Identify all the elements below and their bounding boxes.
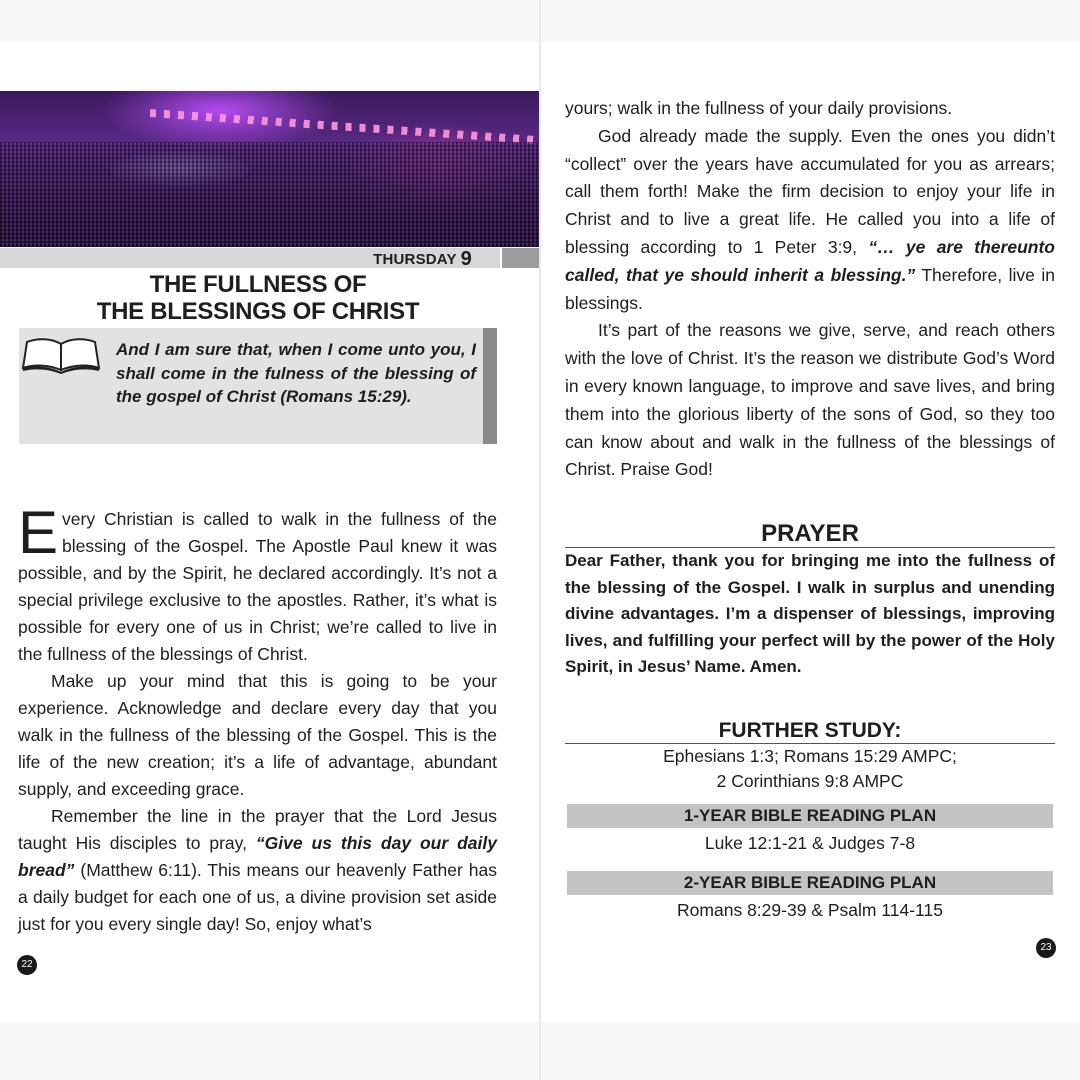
paragraph-3-end: (Matthew 6:11). This means our heavenly Father has a daily budget for each one of us, a divine provision set aside just for you every single day! So, enjoy what’s	[18, 860, 497, 934]
right-page	[541, 0, 1080, 1080]
two-year-plan-text: Romans 8:29-39 & Psalm 114-115	[677, 900, 943, 920]
open-bible-icon	[21, 335, 101, 375]
hero-crowd	[0, 142, 540, 247]
hero-photo	[0, 91, 540, 247]
further-study-line-2: 2 Corinthians 9:8 AMPC	[716, 771, 904, 791]
further-study-refs	[565, 744, 1055, 794]
further-study-line-1: Ephesians 1:3; Romans 15:29 AMPC;	[663, 746, 957, 766]
left-body-text	[18, 499, 497, 938]
paragraph-supply	[565, 123, 1055, 318]
title-line-2: THE BLESSINGS OF CHRIST	[96, 298, 420, 325]
paragraph-1-text: very Christian is called to walk in the fullness of the blessing of the Gospel. The Apostle Paul knew it was possible, and by the Spirit, he declared accordingly. It’s not a special privilege exclusive to the apostles. Rather, it’s what is possible for every one of us in Christ; we’re called to live in the fullness of the blessings of Christ.	[18, 509, 497, 664]
paragraph-supply-end: Therefore, live in blessings.	[565, 264, 1055, 313]
paragraph-reasons: It’s part of the reasons we give, serve, and reach others with the love of Christ. It’s the reason we distribute God’s Word in every known language, to improve and save lives, and bring them into the glorious liberty of the sons of God, so they too can know about and walk in the fullness of the blessings of Christ. Praise God!	[565, 320, 1055, 480]
paragraph-supply-start: God already made the supply. Even the ones you didn’t “collect” over the years have accumulated for you as arrears; call them forth! Make the firm decision to enjoy your life in Christ and to live a great life. He called you into a life of blessing according to 1 Peter 3:9,	[565, 125, 1055, 257]
day-weekday: THURSDAY	[373, 251, 457, 268]
lords-prayer-quote: “Give us this day our daily bread”	[18, 833, 497, 880]
bottom-margin	[541, 1022, 1080, 1080]
one-year-plan-text: Luke 12:1-21 & Judges 7-8	[704, 833, 916, 853]
prayer-heading: PRAYER	[761, 520, 859, 547]
title-line-1: THE FULLNESS OF	[149, 271, 367, 298]
peter-quote: “… ye are thereunto called, that ye should inherit a blessing.”	[565, 236, 1055, 285]
paragraph-3-start: Remember the line in the prayer that the Lord Jesus taught His disciples to pray,	[18, 806, 497, 853]
day-number: 9	[460, 248, 472, 270]
further-study-heading: FURTHER STUDY:	[718, 719, 902, 742]
bottom-margin	[0, 1022, 540, 1080]
prayer-text: Dear Father, thank you for bringing me into the fullness of the blessing of the Gospel. I walk in surplus and unending divine advantages. I’m a dispenser of blessings, improving lives, and fulfilling your perfect will by the power of the Holy Spirit, in Jesus’ Name. Amen.	[565, 551, 1055, 676]
one-year-plan-heading: 1-YEAR BIBLE READING PLAN	[567, 804, 1053, 828]
page-number-right: 23	[1036, 938, 1056, 958]
paragraph	[18, 499, 497, 668]
right-body-text	[565, 95, 1055, 484]
paragraph-3	[18, 803, 497, 938]
hero-lights	[150, 109, 540, 144]
two-year-plan-heading: 2-YEAR BIBLE READING PLAN	[567, 871, 1053, 895]
paragraph-continued: yours; walk in the fullness of your daily provisions.	[565, 98, 953, 118]
top-margin	[0, 0, 540, 42]
devotional-title	[30, 271, 486, 325]
top-margin	[541, 0, 1080, 42]
paragraph-2: Make up your mind that this is going to be your experience. Acknowledge and declare every day that you walk in the fullness of the blessing of the Gospel. This is the life of the new creation; it’s a life of advantage, abundant supply, and exceeding grace.	[18, 671, 497, 799]
page-number-left: 22	[17, 955, 37, 975]
scripture-box	[19, 328, 497, 444]
drop-cap: E	[18, 499, 59, 566]
day-label	[373, 249, 472, 270]
day-bar-accent	[502, 248, 540, 268]
scripture-text: And I am sure that, when I come unto you, I shall come in the fulness of the blessing of the gospel of Christ (Romans 15:29).	[116, 340, 476, 406]
